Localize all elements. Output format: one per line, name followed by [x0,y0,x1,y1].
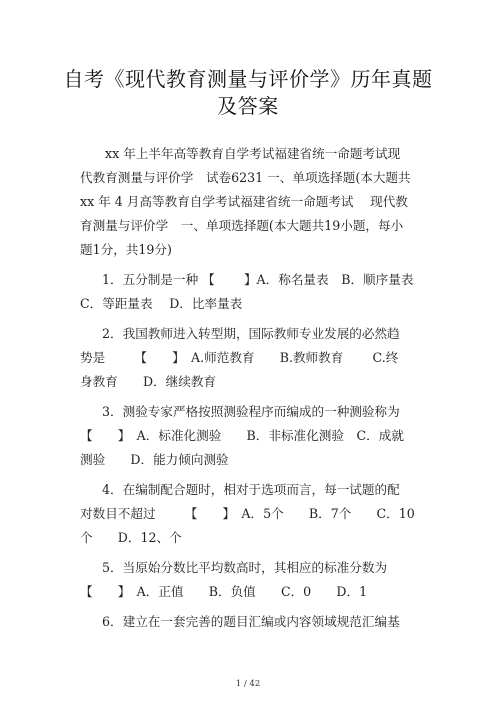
document-title-line-1: 自考《现代教育测量与评价学》历年真题 [63,67,433,91]
question-4-options: 对数目不超过 【 】 A．5个 B．7个 C．10 [80,506,415,521]
question-1-options: C．等距量表 D．比率量表 [80,296,243,311]
question-3-options: 【 】 A．标准化测验 B．非标准化测验 C．成就 [80,428,404,443]
body-line: xx 年 4 月高等教育自学考试福建省统一命题考试 现代教 [80,194,408,209]
question-5-line: 5．当原始分数比平均数高时，其相应的标准分数为 [102,560,388,575]
question-2-line: 2．我国教师进入转型期，国际教师专业发展的必然趋 [102,326,400,341]
body-line: xx 年上半年高等教育自学考试福建省统一命题考试现 [105,146,401,161]
question-2-options: 势是 【 】 A.师范教育 B.教师教育 C.终 [80,350,399,365]
question-5-options: 【 】 A．正值 B．负值 C．0 D．1 [80,584,368,599]
question-3-line: 3．测验专家严格按照测验程序而编成的一种测验称为 [102,404,400,419]
document-title-line-2: 及答案 [217,94,279,118]
body-line: 题1分，共19分) [80,242,172,257]
question-4-options-cont: 个 D．12、个 [80,530,182,545]
question-1-line: 1．五分制是一种 【 】A．称名量表 B．顺序量表 [102,272,414,287]
question-4-line: 4．在编制配合题时，相对于选项而言，每一试题的配 [102,482,400,497]
question-6-line: 6．建立在一套完善的题目汇编或内容领域规范汇编基 [102,614,400,629]
body-line: 代教育测量与评价学 试卷6231 一、单项选择题(本大题共 [80,170,411,185]
question-2-options-cont: 身教育 D．继续教育 [80,374,217,389]
question-3-options-cont: 测验 D．能力倾向测验 [80,452,229,467]
page-number: 1 / 42 [235,679,261,689]
body-line: 育测量与评价学 一、单项选择题(本大题共19小题，每小 [80,218,404,233]
